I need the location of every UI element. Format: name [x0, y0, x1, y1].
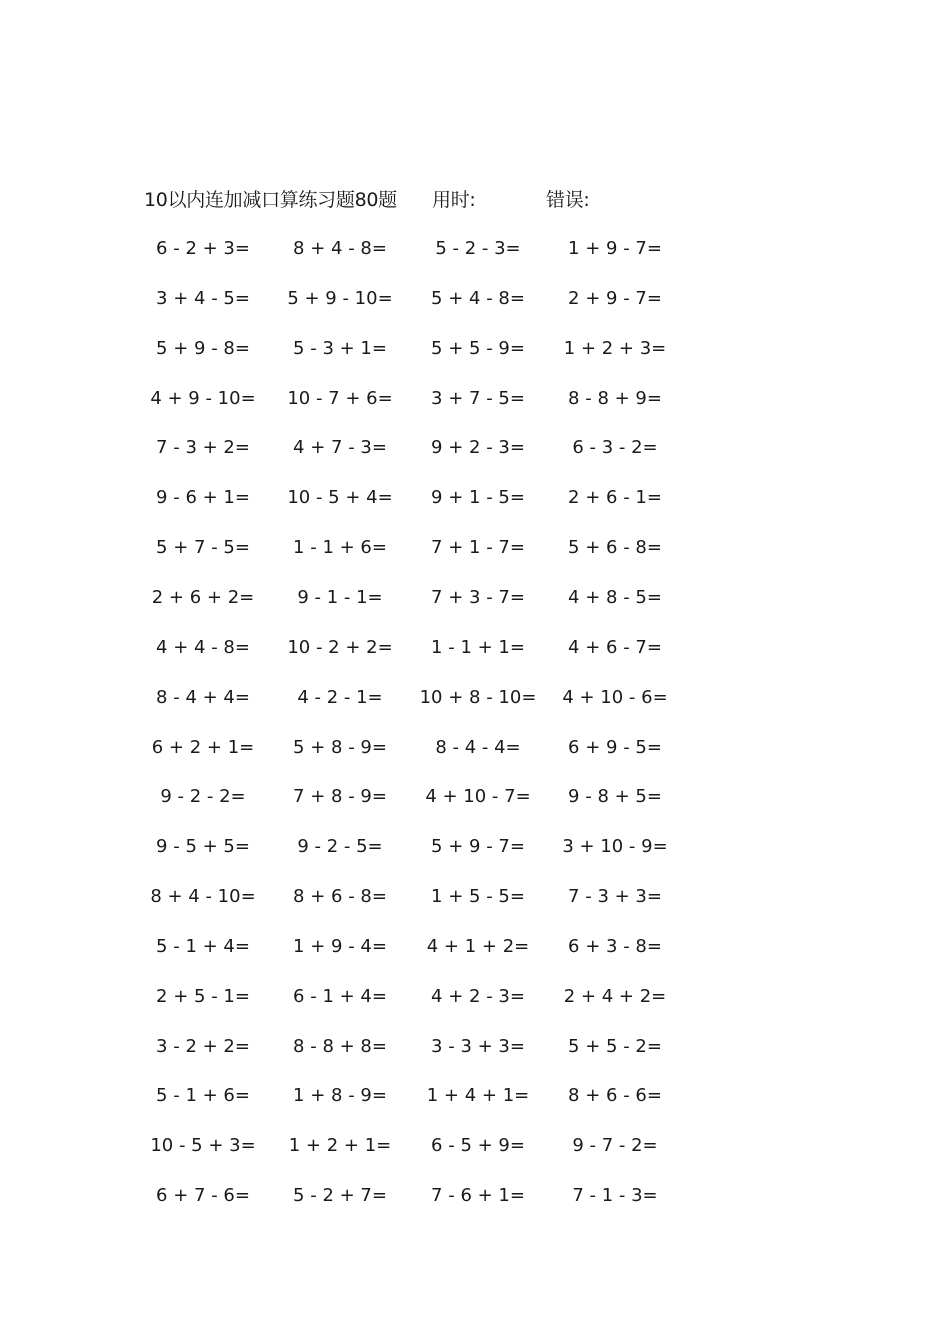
math-problem: 9 - 8 + 5=	[568, 786, 662, 808]
math-problem: 3 + 7 - 5=	[431, 387, 525, 409]
math-problem: 6 - 5 + 9=	[431, 1135, 525, 1157]
math-problem: 10 - 7 + 6=	[287, 387, 393, 409]
math-problem: 9 - 2 - 2=	[160, 786, 246, 808]
math-problem: 5 + 9 - 7=	[431, 836, 525, 858]
math-problem: 2 + 6 + 2=	[151, 586, 255, 608]
math-problem: 3 - 2 + 2=	[156, 1035, 250, 1057]
math-problem: 6 + 2 + 1=	[151, 736, 255, 758]
math-problem: 9 - 5 + 5=	[156, 836, 250, 858]
math-problem: 1 + 2 + 1=	[288, 1135, 392, 1157]
math-problem: 4 + 8 - 5=	[568, 586, 662, 608]
math-problem: 3 + 4 - 5=	[156, 287, 250, 309]
math-problem: 4 + 2 - 3=	[431, 985, 525, 1007]
math-problem: 5 + 5 - 9=	[431, 337, 525, 359]
math-problem: 6 + 9 - 5=	[568, 736, 662, 758]
math-problem: 4 + 10 - 7=	[425, 786, 531, 808]
math-problem: 10 - 5 + 3=	[150, 1135, 256, 1157]
math-problem: 6 - 1 + 4=	[293, 985, 387, 1007]
math-problem: 4 + 9 - 10=	[150, 387, 256, 409]
math-problem: 6 - 3 - 2=	[572, 437, 658, 459]
math-problem: 1 + 9 - 7=	[568, 238, 662, 259]
time-used-label: 用时:	[432, 189, 476, 211]
math-problem: 3 + 10 - 9=	[562, 836, 668, 858]
math-problem: 2 + 6 - 1=	[568, 487, 662, 509]
math-problem: 5 - 2 + 7=	[293, 1185, 387, 1207]
math-problem: 7 - 3 + 2=	[156, 437, 250, 459]
math-problem: 4 + 4 - 8=	[156, 636, 250, 658]
worksheet-title: 10以内连加减口算练习题80题	[144, 189, 397, 211]
math-problem: 1 - 1 + 6=	[293, 537, 387, 559]
math-problem: 4 + 7 - 3=	[293, 437, 387, 459]
math-problem: 4 + 10 - 6=	[562, 686, 668, 708]
math-problem: 5 + 5 - 2=	[568, 1035, 662, 1057]
math-problem: 7 - 1 - 3=	[572, 1185, 658, 1207]
math-problem: 1 + 4 + 1=	[426, 1085, 530, 1107]
error-count-label: 错误:	[546, 189, 590, 211]
math-problem: 7 + 8 - 9=	[293, 786, 387, 808]
math-problem: 7 - 3 + 3=	[568, 886, 662, 908]
math-problem: 5 + 6 - 8=	[568, 537, 662, 559]
math-problem: 4 + 1 + 2=	[426, 935, 530, 957]
math-problem: 8 + 4 - 8=	[293, 238, 387, 259]
math-problem: 1 + 2 + 3=	[563, 337, 667, 359]
math-problem: 10 - 2 + 2=	[287, 636, 393, 658]
math-problem: 5 - 2 - 3=	[435, 238, 521, 259]
math-problem: 5 + 8 - 9=	[293, 736, 387, 758]
math-problem: 8 - 4 - 4=	[435, 736, 521, 758]
math-problem: 5 + 4 - 8=	[431, 287, 525, 309]
math-problem: 9 + 2 - 3=	[431, 437, 525, 459]
math-problem: 6 + 3 - 8=	[568, 935, 662, 957]
math-problem: 7 + 1 - 7=	[431, 537, 525, 559]
math-problem: 2 + 5 - 1=	[156, 985, 250, 1007]
math-problem: 1 + 9 - 4=	[293, 935, 387, 957]
math-problem: 8 - 8 + 9=	[568, 387, 662, 409]
math-problem: 5 + 9 - 10=	[287, 287, 393, 309]
math-problem: 7 + 3 - 7=	[431, 586, 525, 608]
math-problem: 5 - 1 + 6=	[156, 1085, 250, 1107]
math-problem: 9 - 1 - 1=	[297, 586, 383, 608]
math-problem: 9 - 7 - 2=	[572, 1135, 658, 1157]
math-problem: 10 - 5 + 4=	[287, 487, 393, 509]
math-problem: 6 + 7 - 6=	[156, 1185, 250, 1207]
math-problem: 8 + 6 - 8=	[293, 886, 387, 908]
math-problem: 8 - 8 + 8=	[293, 1035, 387, 1057]
math-problem: 3 - 3 + 3=	[431, 1035, 525, 1057]
math-problem: 7 - 6 + 1=	[431, 1185, 525, 1207]
math-problem: 4 + 6 - 7=	[568, 636, 662, 658]
math-problem: 9 + 1 - 5=	[431, 487, 525, 509]
math-problem: 5 - 1 + 4=	[156, 935, 250, 957]
math-problem: 5 + 7 - 5=	[156, 537, 250, 559]
math-problem: 1 + 8 - 9=	[293, 1085, 387, 1107]
math-problem: 5 - 3 + 1=	[293, 337, 387, 359]
math-problem: 5 + 9 - 8=	[156, 337, 250, 359]
math-problem: 2 + 9 - 7=	[568, 287, 662, 309]
math-problem: 1 - 1 + 1=	[431, 636, 525, 658]
math-problem: 8 + 6 - 6=	[568, 1085, 662, 1107]
math-problem: 8 - 4 + 4=	[156, 686, 250, 708]
math-problem: 2 + 4 + 2=	[563, 985, 667, 1007]
math-problem: 9 - 6 + 1=	[156, 487, 250, 509]
math-problem: 6 - 2 + 3=	[156, 238, 250, 259]
math-problem: 4 - 2 - 1=	[297, 686, 383, 708]
math-problem: 9 - 2 - 5=	[297, 836, 383, 858]
math-problem: 8 + 4 - 10=	[150, 886, 256, 908]
math-problem: 1 + 5 - 5=	[431, 886, 525, 908]
math-problem: 10 + 8 - 10=	[419, 686, 537, 708]
